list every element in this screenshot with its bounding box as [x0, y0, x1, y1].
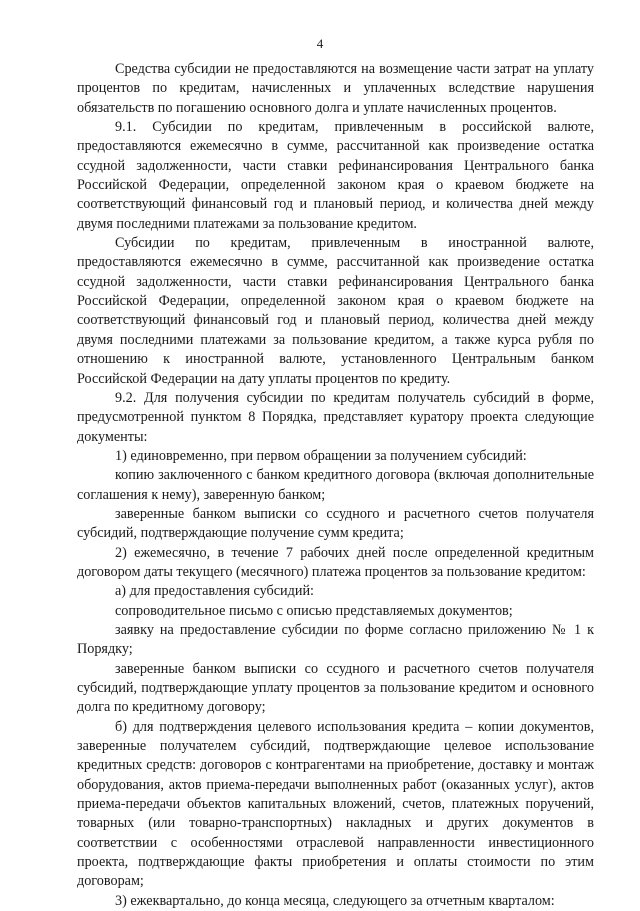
paragraph: копию заключенного с банком кредитного договора (включая дополнительные соглашения к нему), заверенную банком;: [77, 467, 594, 503]
paragraph: 9.1. Субсидии по кредитам, привлеченным в российской валюте, предоставляются ежемесячно в сумме, рассчитанной как произведение остатка ссудной задолженности, части ставки рефинансирования Центрального банка Российской Федерации, определенной законом края о краевом бюджете на соответствующий финансовый год и плановый период, и количества дней между двумя последними платежами за пользование кредитом.: [77, 119, 594, 232]
paragraph: сопроводительное письмо с описью представляемых документов;: [115, 602, 513, 619]
paragraph: а) для предоставления субсидий:: [115, 583, 314, 600]
paragraph: заверенные банком выписки со ссудного и расчетного счетов получателя субсидий, подтверждающие получение сумм кредита;: [77, 505, 594, 542]
paragraph: б) для подтверждения целевого использования кредита – копии документов, заверенные получателем субсидий, подтверждающие целевое использование кредитных средств: договоров с контрагентами на приобретение, доставку и монтаж оборудования, актов приема-передачи выполненных работ (оказанных услуг), актов приема-передачи объектов капитальных вложений, счетов, платежных поручений, товарных (или товарно-транспортных) накладных и других документов в соответствии с особенностями отраслевой направленности инвестиционного проекта, подтверждающие факты приобретения и оплаты стоимости по этим договорам;: [77, 718, 594, 890]
paragraph: заявку на предоставление субсидии по форме согласно приложению № 1 к Порядку;: [77, 621, 594, 658]
paragraph: 3) ежеквартально, до конца месяца, следующего за отчетным кварталом:: [115, 892, 555, 909]
paragraph: 1) единовременно, при первом обращении за получением субсидий:: [115, 447, 527, 464]
paragraph: 9.2. Для получения субсидии по кредитам получатель субсидий в форме, предусмотренной пунктом 8 Порядка, представляет куратору проекта следующие документы:: [77, 389, 594, 445]
paragraph: заверенные банком выписки со ссудного и расчетного счетов получателя субсидий, подтверждающие уплату процентов за пользование кредитом и основного долга по кредитному договору;: [77, 660, 594, 716]
paragraph: 2) ежемесячно, в течение 7 рабочих дней после определенной кредитным договором даты текущего (месячного) платежа процентов за пользование кредитом:: [77, 544, 594, 580]
page-number: 4: [316, 36, 324, 51]
paragraph: Средства субсидии не предоставляются на возмещение части затрат на уплату процентов по кредитам, начисленных и уплаченных вследствие нарушения обязательств по погашению основного долга и уплате начисленных процентов.: [77, 61, 594, 116]
paragraph: Субсидии по кредитам, привлеченным в иностранной валюте, предоставляются ежемесячно в сумме, рассчитанной как произведение остатка ссудной задолженности, части ставки рефинансирования Центрального банка Российской Федерации, определенной законом края о краевом бюджете на соответствующий финансовый год и плановый период, количества дней между двумя последними платежами за пользование кредитом, а также курса рубля по отношению к иностранной валюте, установленного Центральным банком Российской Федерации на дату уплаты процентов по кредиту.: [77, 235, 594, 387]
document-body: [77, 60, 594, 911]
